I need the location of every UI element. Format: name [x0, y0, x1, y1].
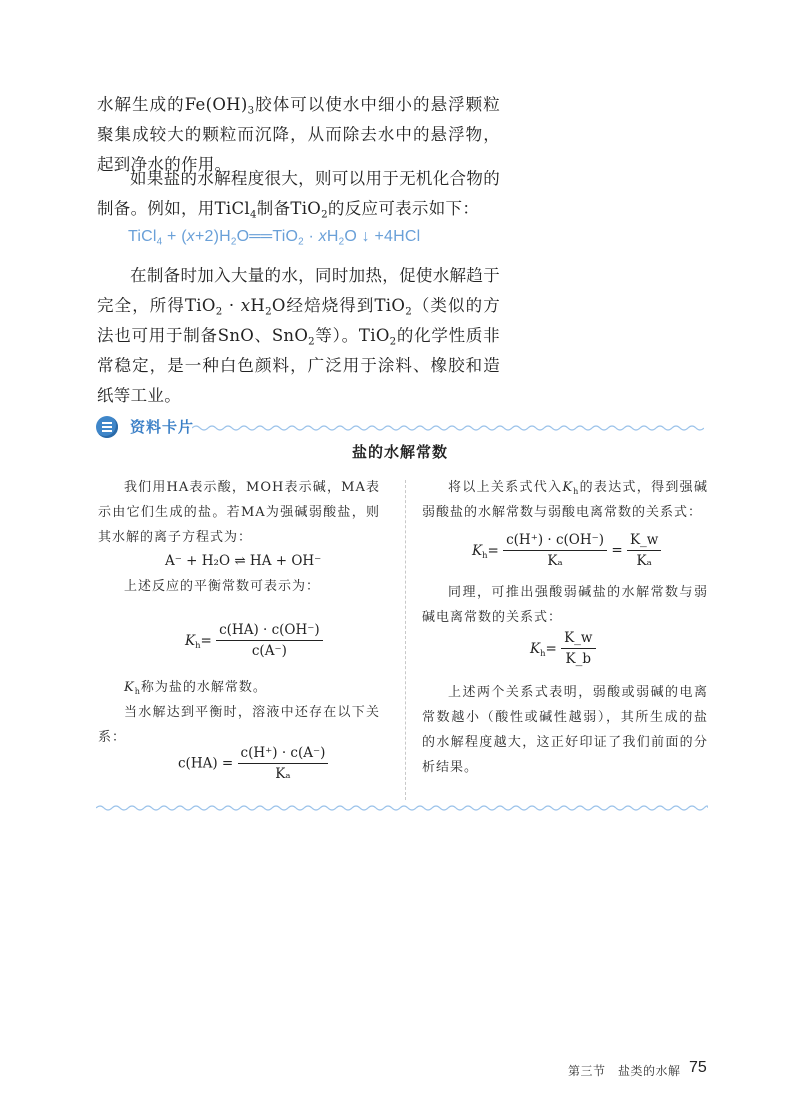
body-paragraph-3 [97, 261, 500, 411]
column-divider [405, 480, 406, 800]
cha-denominator: Kₐ [275, 766, 291, 782]
cha-expression [178, 745, 328, 782]
kh-label: $K_h=$ [530, 640, 557, 658]
kh-kb-relation [530, 630, 596, 667]
variable: K [562, 480, 574, 495]
fraction-denominator: Kₐ [636, 553, 652, 569]
cha-label: c(HA) = [178, 755, 234, 772]
fraction-numerator: c(H⁺) · c(OH⁻) [503, 532, 607, 551]
text-run: 制备TiO [256, 199, 322, 218]
text-run: 的反应可表示如下： [327, 199, 480, 218]
kh-ka-relation [472, 532, 661, 569]
text-run: 在制备时加入大量的水，同时加热，促使水解趋于完全，所得TiO [97, 266, 500, 315]
text-run: H [326, 228, 339, 245]
card-right-text-2: 同理，可推出强酸弱碱盐的水解常数与弱碱电离常数的关系式： [422, 585, 708, 625]
text-run: O══TiO [236, 228, 299, 245]
cha-fraction [238, 745, 329, 782]
kh-numerator: c(HA) · c(OH⁻) [216, 622, 323, 641]
variable: K [124, 680, 135, 695]
text-run: 水解生成的Fe(OH) [97, 95, 248, 114]
kh-label: $K_h=$ [185, 632, 212, 650]
subscript: 2 [215, 306, 223, 318]
text-run: +2)H [194, 228, 231, 245]
kh-ka-fraction-2 [627, 532, 661, 569]
equals-sign: = [611, 542, 623, 559]
kh-expression [185, 622, 323, 659]
cha-numerator: c(H⁺) · c(A⁻) [238, 745, 329, 764]
card-title: 盐的水解常数 [351, 443, 448, 461]
text-run: 胶体可以使水中细小的悬浮颗粒聚集成较大的颗粒而沉降，从而除去水中的悬浮物，起到净水的作用。 [97, 95, 500, 174]
variable: x [186, 228, 195, 245]
kh-label: $K_h=$ [472, 542, 499, 560]
section-footer: 第三节 盐类的水解 [568, 1064, 681, 1078]
wavy-divider-bottom [96, 804, 708, 812]
text-run: 如果盐的水解程度很大，则可以用于无机化合物的制备。例如，用TiCl [97, 169, 500, 218]
variable: x [318, 228, 327, 245]
text-run: · [303, 228, 319, 245]
body-paragraph-2 [97, 164, 500, 224]
data-card-label: 资料卡片 [130, 418, 195, 436]
subscript: 2 [230, 236, 237, 248]
text-run: 将以上关系式代入 [448, 480, 563, 495]
text-run: · [222, 296, 241, 315]
subscript: h [134, 686, 141, 696]
page-number: 75 [689, 1059, 707, 1076]
text-run: + ( [162, 228, 187, 245]
data-card-header [92, 410, 704, 440]
subscript: 2 [321, 209, 328, 221]
variable: x [240, 296, 251, 315]
subscript: 2 [298, 236, 304, 248]
card-left-text-3 [98, 675, 380, 700]
text-run: 称为盐的水解常数。 [140, 680, 267, 695]
kh-ka-fraction-1 [503, 532, 607, 569]
card-left-text-4: 当水解达到平衡时，溶液中还存在以下关系： [98, 705, 380, 745]
fraction-numerator: K_w [561, 630, 595, 649]
subscript: 2 [389, 336, 397, 348]
fraction-denominator: Kₐ [547, 553, 563, 569]
text-run: 的化学性质非常稳定，是一种白色颜料，广泛用于涂料、橡胶和造纸等工业。 [97, 326, 500, 405]
text-run: （类似的方法也可用于制备SnO、SnO [97, 296, 500, 345]
subscript: 2 [405, 306, 413, 318]
kh-denominator: c(A⁻) [251, 643, 287, 659]
document-card-icon [96, 416, 118, 438]
tio2-reaction-equation [128, 228, 420, 246]
card-left-text-1: 我们用HA表示酸，MOH表示碱，MA表示由它们生成的盐。若MA为强碱弱酸盐，则其水解的离子方程式为： [98, 480, 380, 545]
fraction-numerator: K_w [627, 532, 661, 551]
text-run: 等）。TiO [314, 326, 390, 345]
text-run: O ↓ +4HCl [344, 228, 421, 245]
hydrolysis-ion-equation: A⁻ + H₂O ⇌ HA + OH⁻ [165, 553, 322, 569]
subscript: 4 [249, 209, 257, 221]
subscript: 2 [338, 236, 345, 248]
kh-fraction [216, 622, 323, 659]
card-left-text-2: 上述反应的平衡常数可表示为： [124, 579, 321, 594]
subscript: 2 [265, 306, 272, 318]
subscript: 3 [247, 105, 255, 117]
text-run: TiCl [128, 228, 157, 245]
card-right-text-3: 上述两个关系式表明，弱酸或弱碱的电离常数越小（酸性或碱性越弱），其所生成的盐的水解程度越大，这正好印证了我们前面的分析结果。 [422, 685, 708, 775]
wavy-divider-top [192, 424, 704, 432]
card-right-text-1 [422, 475, 708, 525]
subscript: 4 [156, 236, 163, 248]
subscript: 2 [308, 336, 315, 348]
fraction-denominator: K_b [565, 651, 592, 667]
text-run: 的表达式，得到强碱弱酸盐的水解常数与弱酸电离常数的关系式： [422, 480, 708, 520]
text-run: H [250, 296, 266, 315]
text-run: O经焙烧得到TiO [271, 296, 406, 315]
subscript: h [573, 486, 580, 496]
kh-kb-fraction [561, 630, 595, 667]
